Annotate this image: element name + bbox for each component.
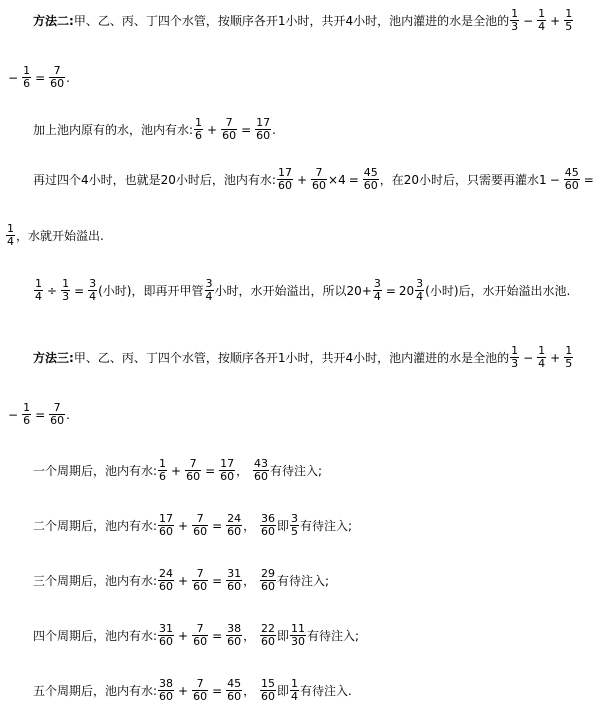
fraction: $\frac{45}{60}$	[564, 166, 579, 192]
fraction: $\frac{1}{4}$	[7, 222, 14, 248]
fraction: $\frac{1}{3}$	[62, 277, 70, 303]
fraction: $\frac{3}{4}$	[205, 277, 213, 303]
cycle-line: 二个周期后，池内有水: $\frac{17}{60}$ + $\frac{7}{60}$ = $\frac{24}{60}$ ， $\frac{36}{60}$ 即 $\frac{3}{5}$ 有待注入;	[33, 512, 353, 538]
cycle-line: 五个周期后，池内有水: $\frac{38}{60}$ + $\frac{7}{60}$ = $\frac{45}{60}$ ， $\frac{15}{60}$ 即 $\frac{1}{4}$ 有待注入.	[33, 677, 352, 703]
fraction: $\frac{7}{60}$	[193, 677, 208, 703]
fraction: $\frac{17}{60}$	[277, 166, 292, 192]
fraction: $\frac{36}{60}$	[261, 512, 275, 538]
fraction: $\frac{3}{4}$	[89, 277, 97, 303]
fraction: $\frac{7}{60}$	[193, 512, 208, 538]
fraction: $\frac{7}{60}$	[312, 166, 327, 192]
method2-next-line: 再过四个4小时，也就是20小时后，池内有水: $\frac{17}{60}$ + $\frac{7}{60}$ ×4 = $\frac{45}{60}$ ，在20小时后，只需要再灌水1 − $\frac{45}{60}$ =	[33, 166, 594, 192]
fraction: $\frac{7}{60}$	[50, 64, 65, 90]
fraction: $\frac{1}{4}$	[35, 277, 42, 303]
fraction: $\frac{15}{60}$	[261, 677, 275, 703]
method3-intro: 甲、乙、丙、丁四个水管，按顺序各开1小时，共开4小时，池内灌进的水是全池的	[73, 351, 510, 365]
fraction: $\frac{7}{60}$	[186, 457, 201, 483]
fraction: $\frac{1}{4}$	[538, 344, 546, 370]
fraction: $\frac{24}{60}$	[159, 567, 174, 593]
fraction: $\frac{1}{3}$	[511, 7, 519, 33]
fraction: $\frac{17}{60}$	[256, 116, 271, 142]
method2-add-line: 加上池内原有的水，池内有水: $\frac{1}{6}$ + $\frac{7}{60}$ = $\frac{17}{60}$ .	[33, 116, 276, 142]
fraction: $\frac{7}{60}$	[50, 401, 65, 427]
fraction: $\frac{24}{60}$	[227, 512, 242, 538]
fraction: $\frac{1}{5}$	[565, 7, 573, 33]
cycle-label: 三个周期后，池内有水:	[33, 574, 158, 588]
cycle-label: 一个周期后，池内有水:	[33, 464, 158, 478]
fraction: $\frac{1}{6}$	[23, 401, 31, 427]
fraction: $\frac{38}{60}$	[159, 677, 174, 703]
fraction: $\frac{43}{60}$	[254, 457, 268, 483]
fraction: $\frac{1}{6}$	[195, 116, 203, 142]
fraction: $\frac{7}{60}$	[193, 622, 208, 648]
method2-title: 方法二:	[33, 14, 74, 28]
fraction: $\frac{1}{6}$	[23, 64, 31, 90]
fraction: $\frac{17}{60}$	[220, 457, 235, 483]
cycle-label: 五个周期后，池内有水:	[33, 684, 158, 698]
fraction: $\frac{11}{30}$	[291, 622, 306, 648]
fraction: $\frac{45}{60}$	[363, 166, 378, 192]
fraction: $\frac{7}{60}$	[222, 116, 237, 142]
fraction: $\frac{1}{4}$	[538, 7, 546, 33]
method3-title: 方法三:	[33, 351, 74, 365]
method3-line2: − $\frac{1}{6}$ = $\frac{7}{60}$ .	[8, 401, 70, 427]
cycle-line: 一个周期后，池内有水: $\frac{1}{6}$ + $\frac{7}{60}$ = $\frac{17}{60}$ ， $\frac{43}{60}$ 有待注入;	[33, 457, 323, 483]
fraction: $\frac{7}{60}$	[193, 567, 208, 593]
fraction: $\frac{45}{60}$	[227, 677, 242, 703]
fraction: $\frac{17}{60}$	[159, 512, 174, 538]
cycle-line: 四个周期后，池内有水: $\frac{31}{60}$ + $\frac{7}{60}$ = $\frac{38}{60}$ ， $\frac{22}{60}$ 即 $\frac{11}{30}$ 有待注入;	[33, 622, 360, 648]
fraction: $\frac{29}{60}$	[261, 567, 275, 593]
cycle-line: 三个周期后，池内有水: $\frac{24}{60}$ + $\frac{7}{60}$ = $\frac{31}{60}$ ， $\frac{29}{60}$ 有待注入;	[33, 567, 330, 593]
fraction: $\frac{1}{6}$	[159, 457, 167, 483]
cycle-label: 四个周期后，池内有水:	[33, 629, 158, 643]
fraction: $\frac{3}{5}$	[291, 512, 299, 538]
method3-line1: 方法三: 甲、乙、丙、丁四个水管，按顺序各开1小时，共开4小时，池内灌进的水是全池的 $\frac{1}{3}$ − $\frac{1}{4}$ + $\frac{1}{5}$	[33, 344, 573, 370]
mixed-number: 20 $\frac{3}{4}$	[398, 277, 424, 303]
cycle-label: 二个周期后，池内有水:	[33, 519, 158, 533]
fraction: $\frac{3}{4}$	[373, 277, 381, 303]
fraction: $\frac{31}{60}$	[227, 567, 242, 593]
method2-overflow-line: $\frac{1}{4}$ ，水就开始溢出.	[7, 222, 104, 248]
method2-division-line: $\frac{1}{4}$ ÷ $\frac{1}{3}$ = $\frac{3}{4}$ (小时)，即再开甲管 $\frac{3}{4}$ 小时，水开始溢出，所以20+ $\frac{3}{4}$ = 20 $\frac{3}{4}$ (小时)后，水开始溢出水池.	[35, 277, 571, 303]
fraction: $\frac{38}{60}$	[227, 622, 242, 648]
fraction: $\frac{1}{5}$	[565, 344, 573, 370]
fraction: $\frac{22}{60}$	[261, 622, 275, 648]
method2-line1: 方法二: 甲、乙、丙、丁四个水管，按顺序各开1小时，共开4小时，池内灌进的水是全池的 $\frac{1}{3}$ − $\frac{1}{4}$ + $\frac{1}{5}$	[33, 7, 573, 33]
fraction: $\frac{31}{60}$	[159, 622, 174, 648]
method2-line2: − $\frac{1}{6}$ = $\frac{7}{60}$ .	[8, 64, 70, 90]
method2-intro: 甲、乙、丙、丁四个水管，按顺序各开1小时，共开4小时，池内灌进的水是全池的	[73, 14, 510, 28]
fraction: $\frac{1}{4}$	[291, 677, 299, 703]
fraction: $\frac{1}{3}$	[511, 344, 519, 370]
